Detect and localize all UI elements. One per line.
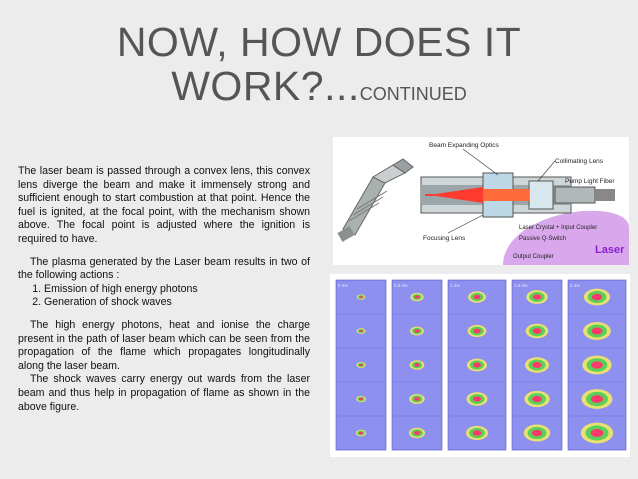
diagram-svg [333,137,629,265]
paragraph-1: The laser beam is passed through a convex lens, this convex lens diverge the beam and make it immensely strong and sufficient enough to start combustion at that point. Hence the fuel is ignited, at the focal point, with the mechanism shown above. The focal point is adjusted where the ignition is required to have. [18,165,310,245]
plasma-flame [473,396,481,401]
plasma-flame [591,395,603,403]
plasma-svg [330,274,630,457]
plasma-frame-label: 0 ms [338,283,348,288]
plasma-frame-column [336,280,386,450]
plasma-flame [414,397,420,401]
paragraph-2: The plasma generated by the Laser beam results in two of the following actions : [18,255,310,282]
plasma-flame [414,329,419,332]
title-suffix: CONTINUED [359,84,467,104]
plasma-flame [473,295,480,299]
plasma-flame [359,364,363,366]
plasma-flame [473,363,481,368]
plasma-frame-label: 2 ms [570,283,580,288]
paragraph-4: The shock waves carry energy out wards from the laser beam and thus help in propagation of flame as shown in the above figure. [18,373,310,413]
plasma-frame-label: 1 ms [450,283,460,288]
plasma-flame [532,430,542,437]
plasma-propagation-figure [330,274,630,457]
label-pump-light-fiber: Pump Light Fiber [565,178,615,185]
plasma-flame [532,362,541,368]
label-laser: Laser [595,244,625,256]
plasma-flame [414,363,420,367]
list-item: 1. Emission of high energy photons [44,283,310,297]
label-collimating-lens: Collimating Lens [555,158,604,165]
plasma-flame [591,361,602,368]
label-laser-crystal: Laser Crystal + Input Coupler [519,225,598,231]
label-focusing-lens: Focusing Lens [423,235,466,242]
plasma-frame-label: 1.5 ms [514,283,528,288]
title-line2 [0,64,638,116]
body-text [18,165,310,423]
plasma-frame-label: 0.5 ms [394,283,408,288]
plasma-flame [533,328,542,334]
plasma-flame [414,431,420,435]
plasma-flame [532,396,542,402]
plasma-flame [359,296,362,298]
paragraph-3: The high energy photons, heat and ionise the charge present in the path of laser beam which can be seen from the propagation of the flame which propagates longitudinally along the laser beam. [18,318,310,372]
plasma-flame [533,294,541,299]
plasma-flame [359,330,362,332]
title-line1: NOW, HOW DOES IT [116,19,522,65]
plasma-frame-column [512,280,562,450]
label-beam-expanding-optics: Beam Expanding Optics [429,142,499,149]
plasma-flame [359,398,363,400]
title-line2-text: WORK?... [171,63,360,109]
plasma-flame [592,328,603,335]
actions-list [18,283,310,310]
label-output-coupler: Output Coupler [513,254,554,260]
plasma-flame [592,294,602,301]
plasma-flame [473,430,482,436]
spark-plug-icon [337,159,413,242]
label-passive-q-switch: Passive Q-Switch [519,236,567,242]
plasma-flame [473,329,480,334]
slide-title [0,20,638,116]
plasma-frame-column [568,280,626,450]
plasma-flame [591,429,604,437]
list-item: 2. Generation of shock waves [44,296,310,310]
plasma-flame [359,432,363,435]
plasma-flame [414,295,419,298]
plasma-frame-column [448,280,506,450]
plasma-frame-column [392,280,442,450]
laser-plug-diagram [333,137,629,265]
